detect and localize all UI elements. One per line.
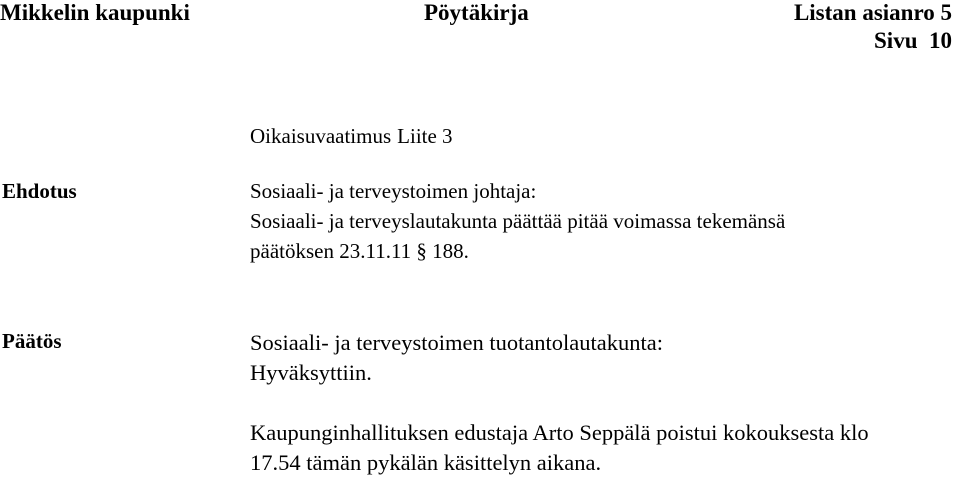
header-list-item: Listan asianro 5: [793, 0, 952, 25]
header-page-number: Sivu 10: [874, 28, 952, 53]
proposal-line-2: Sosiaali- ja terveyslautakunta päättää pitää voimassa tekemänsä: [250, 209, 786, 233]
decision-line-4: 17.54 tämän pykälän käsittelyn aikana.: [250, 450, 602, 475]
header-document-type: Pöytäkirja: [424, 0, 529, 25]
header-organization: Mikkelin kaupunki: [0, 0, 190, 25]
proposal-line-1: Sosiaali- ja terveystoimen johtaja:: [250, 179, 537, 203]
proposal-line-3: päätöksen 23.11.11 § 188.: [250, 239, 469, 263]
decision-line-2: Hyväksyttiin.: [250, 360, 372, 385]
proposal-label: Ehdotus: [2, 179, 77, 203]
decision-line-1: Sosiaali- ja terveystoimen tuotantolautakunta:: [250, 330, 664, 355]
appendix-line: [250, 123, 453, 149]
appendix-text: Oikaisuvaatimus: [250, 124, 392, 148]
decision-line-3: Kaupunginhallituksen edustaja Arto Seppälä poistui kokouksesta klo: [250, 420, 869, 445]
appendix-number: Liite 3: [397, 124, 453, 148]
decision-label: Päätös: [2, 329, 62, 353]
